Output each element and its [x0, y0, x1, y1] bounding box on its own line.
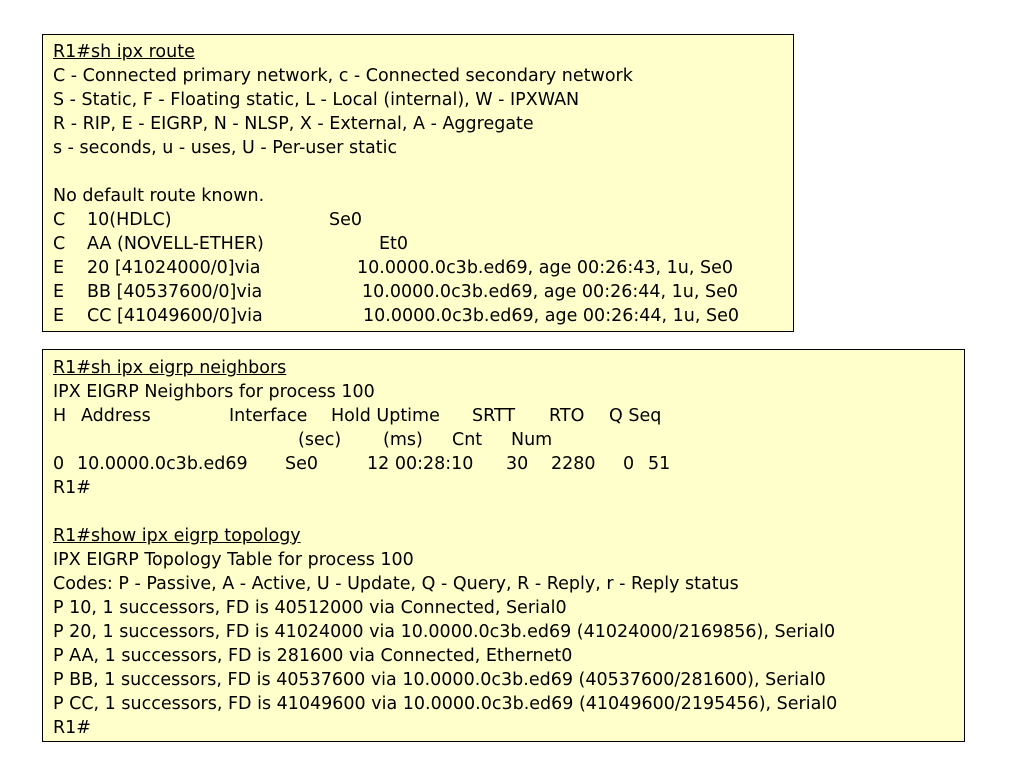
neighbor-q: 0 — [623, 454, 635, 474]
neighbors-header — [53, 404, 662, 428]
topology-title: IPX EIGRP Topology Table for process 100 — [53, 550, 414, 570]
topology-codes: Codes: P - Passive, A - Active, U - Update, Q - Query, R - Reply, r - Reply status — [53, 574, 739, 594]
col-sec: (sec) — [298, 430, 342, 450]
col-ms: (ms) — [383, 430, 423, 450]
topology-entry: P BB, 1 successors, FD is 40537600 via 10.0000.0c3b.ed69 (40537600/281600), Serial0 — [53, 670, 826, 690]
col-interface: Interface — [229, 406, 308, 426]
neighbors-title: IPX EIGRP Neighbors for process 100 — [53, 382, 375, 402]
route-entry — [53, 280, 739, 304]
route-code-line: s - seconds, u - uses, U - Per-user static — [53, 138, 398, 158]
route-entry — [53, 232, 409, 256]
neighbor-srtt: 30 — [506, 454, 529, 474]
route-code-line: C - Connected primary network, c - Connected secondary network — [53, 66, 633, 86]
route-info: 10.0000.0c3b.ed69, age 00:26:44, 1u, Se0 — [363, 306, 740, 326]
route-entry — [53, 304, 740, 328]
neighbor-row — [53, 452, 671, 476]
neighbor-seq: 51 — [648, 454, 671, 474]
route-network: CC [41049600/0]via — [87, 306, 263, 326]
topology-entry: P 10, 1 successors, FD is 40512000 via Connected, Serial0 — [53, 598, 567, 618]
neighbors-prompt: R1# — [53, 478, 91, 498]
col-rto: RTO — [549, 406, 585, 426]
neighbor-h: 0 — [53, 454, 65, 474]
topology-command: R1#show ipx eigrp topology — [53, 526, 301, 546]
route-entry — [53, 208, 363, 232]
neighbor-address: 10.0000.0c3b.ed69 — [77, 454, 248, 474]
route-code-line: R - RIP, E - EIGRP, N - NLSP, X - External, A - Aggregate — [53, 114, 534, 134]
route-info: 10.0000.0c3b.ed69, age 00:26:44, 1u, Se0 — [362, 282, 739, 302]
neighbor-hold-uptime: 12 00:28:10 — [367, 454, 474, 474]
col-address: Address — [81, 406, 151, 426]
route-network: AA (NOVELL-ETHER) — [87, 234, 264, 254]
neighbors-subheader — [53, 428, 553, 452]
route-code: E — [53, 258, 65, 278]
route-network: BB [40537600/0]via — [87, 282, 263, 302]
route-info: Et0 — [379, 234, 409, 254]
col-cnt: Cnt — [452, 430, 483, 450]
route-code: E — [53, 306, 65, 326]
route-code-line: S - Static, F - Floating static, L - Local (internal), W - IPXWAN — [53, 90, 580, 110]
route-entry — [53, 256, 734, 280]
col-hold-uptime: Hold Uptime — [331, 406, 440, 426]
default-route-message: No default route known. — [53, 186, 265, 206]
ipx-route-output — [42, 34, 794, 332]
topology-entry: P CC, 1 successors, FD is 41049600 via 10.0000.0c3b.ed69 (41049600/2195456), Serial0 — [53, 694, 838, 714]
route-code: C — [53, 210, 66, 230]
route-code: E — [53, 282, 65, 302]
route-network: 20 [41024000/0]via — [87, 258, 261, 278]
route-info: Se0 — [329, 210, 363, 230]
route-code: C — [53, 234, 66, 254]
topology-entry: P 20, 1 successors, FD is 41024000 via 10.0000.0c3b.ed69 (41024000/2169856), Serial0 — [53, 622, 836, 642]
col-qseq: Q Seq — [609, 406, 662, 426]
topology-entry: P AA, 1 successors, FD is 281600 via Connected, Ethernet0 — [53, 646, 573, 666]
topology-prompt: R1# — [53, 718, 91, 738]
route-command: R1#sh ipx route — [53, 42, 195, 62]
col-num: Num — [511, 430, 553, 450]
route-info: 10.0000.0c3b.ed69, age 00:26:43, 1u, Se0 — [357, 258, 734, 278]
neighbors-command: R1#sh ipx eigrp neighbors — [53, 358, 287, 378]
ipx-eigrp-output — [42, 349, 965, 742]
neighbor-rto: 2280 — [551, 454, 596, 474]
route-network: 10(HDLC) — [87, 210, 172, 230]
col-srtt: SRTT — [472, 406, 516, 426]
col-h: H — [53, 406, 67, 426]
neighbor-interface: Se0 — [285, 454, 319, 474]
